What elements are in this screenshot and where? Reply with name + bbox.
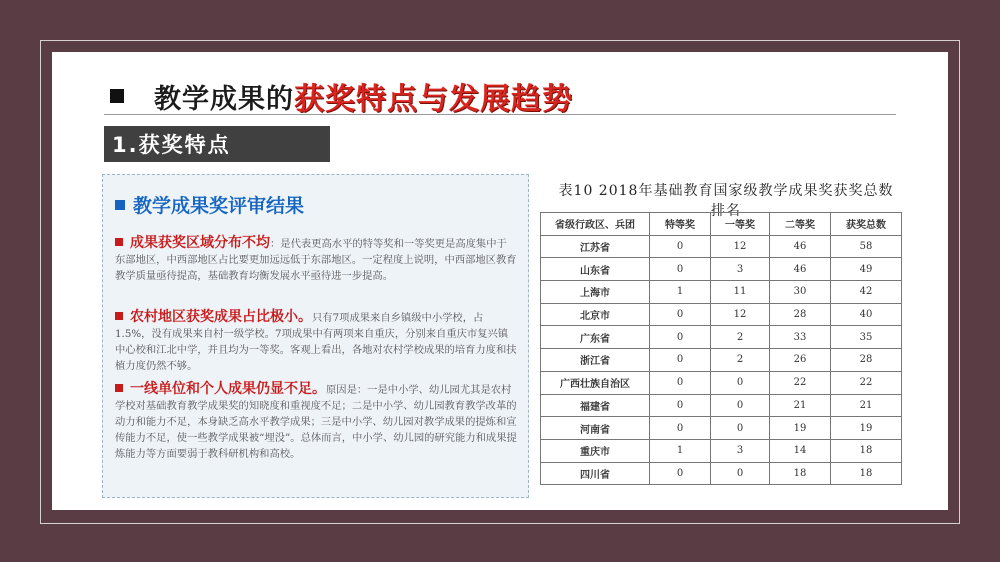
- column-header: 特等奖: [650, 213, 711, 236]
- count-cell: 0: [650, 371, 711, 394]
- bullet-marker: [115, 238, 123, 246]
- review-results-panel: [102, 174, 529, 498]
- count-cell: 0: [650, 349, 711, 372]
- table-row: [541, 371, 902, 394]
- province-cell: 四川省: [541, 462, 650, 485]
- bullet-heading: 农村地区获奖成果占比极小。: [130, 309, 312, 325]
- count-cell: 0: [650, 326, 711, 349]
- award-ranking-table: [540, 212, 902, 485]
- count-cell: 12: [711, 303, 770, 326]
- count-cell: 19: [831, 417, 902, 440]
- panel-title-text: 教学成果奖评审结果: [133, 195, 305, 217]
- count-cell: 12: [711, 235, 770, 258]
- title-bullet-square: [110, 89, 124, 103]
- bullet-marker: [115, 312, 123, 320]
- count-cell: 0: [650, 462, 711, 485]
- province-cell: 上海市: [541, 281, 650, 304]
- province-cell: 山东省: [541, 258, 650, 281]
- count-cell: 21: [770, 394, 831, 417]
- column-header: 二等奖: [770, 213, 831, 236]
- bullet-item: [115, 381, 517, 462]
- table-row: [541, 235, 902, 258]
- count-cell: 22: [831, 371, 902, 394]
- count-cell: 1: [650, 439, 711, 462]
- title-part-b: 获奖特点与发展趋势: [294, 82, 573, 117]
- title-part-a: 教学成果的: [154, 83, 294, 115]
- slide: [52, 52, 948, 510]
- count-cell: 2: [711, 326, 770, 349]
- count-cell: 0: [650, 235, 711, 258]
- count-cell: 1: [650, 281, 711, 304]
- count-cell: 46: [770, 235, 831, 258]
- count-cell: 42: [831, 281, 902, 304]
- count-cell: 19: [770, 417, 831, 440]
- panel-title-square: [115, 200, 125, 210]
- panel-title: [115, 191, 304, 218]
- province-cell: 江苏省: [541, 235, 650, 258]
- column-header: 一等奖: [711, 213, 770, 236]
- count-cell: 0: [711, 417, 770, 440]
- count-cell: 18: [770, 462, 831, 485]
- count-cell: 18: [831, 462, 902, 485]
- column-header: 获奖总数: [831, 213, 902, 236]
- count-cell: 0: [650, 394, 711, 417]
- count-cell: 0: [711, 462, 770, 485]
- table-caption: 表10 2018年基础教育国家级教学成果奖获奖总数排名: [558, 183, 894, 219]
- table-row: [541, 258, 902, 281]
- count-cell: 3: [711, 258, 770, 281]
- table-row: [541, 394, 902, 417]
- count-cell: 40: [831, 303, 902, 326]
- province-cell: 北京市: [541, 303, 650, 326]
- count-cell: 18: [831, 439, 902, 462]
- table-row: [541, 326, 902, 349]
- province-cell: 广西壮族自治区: [541, 371, 650, 394]
- table-row: [541, 462, 902, 485]
- count-cell: 11: [711, 281, 770, 304]
- bullet-heading: 成果获奖区域分布不均: [130, 235, 270, 251]
- count-cell: 2: [711, 349, 770, 372]
- province-cell: 福建省: [541, 394, 650, 417]
- bullet-text: 只有7项成果来自乡镇级中小学校，占1.5%，没有成果来自村一级学校。7项成果中有两项来自重庆，分别来自重庆市复兴镇中心校和江北中学，并且均为一等奖。客观上看出，各地对农村学校成果的培育力度和扶植力度仍然不够。: [115, 312, 517, 372]
- count-cell: 0: [650, 258, 711, 281]
- bullet-item: [115, 235, 517, 284]
- count-cell: 46: [770, 258, 831, 281]
- table-row: [541, 349, 902, 372]
- column-header: 省级行政区、兵团: [541, 213, 650, 236]
- count-cell: 0: [650, 417, 711, 440]
- province-cell: 浙江省: [541, 349, 650, 372]
- count-cell: 35: [831, 326, 902, 349]
- count-cell: 28: [770, 303, 831, 326]
- province-cell: 广东省: [541, 326, 650, 349]
- count-cell: 33: [770, 326, 831, 349]
- count-cell: 0: [650, 303, 711, 326]
- table-row: [541, 417, 902, 440]
- count-cell: 30: [770, 281, 831, 304]
- table-row: [541, 303, 902, 326]
- count-cell: 21: [831, 394, 902, 417]
- bullet-heading: 一线单位和个人成果仍显不足。: [130, 381, 326, 397]
- slide-title: [110, 74, 573, 118]
- count-cell: 28: [831, 349, 902, 372]
- count-cell: 0: [711, 371, 770, 394]
- section-heading: 1.获奖特点: [104, 126, 330, 162]
- count-cell: 22: [770, 371, 831, 394]
- count-cell: 58: [831, 235, 902, 258]
- table-row: [541, 281, 902, 304]
- bullet-item: [115, 309, 517, 374]
- bullet-text: 原因是：一是中小学、幼儿园尤其是农村学校对基础教育教学成果奖的知晓度和重视度不足；二是中小学、幼儿园教育教学改革的动力和能力不足，本身缺乏高水平教学成果；三是中小学、幼儿园对教学成果的提炼和宣传能力不足，使一些教学成果被“埋没”。总体而言，中小学、幼儿园的研究能力和成果提炼能力等方面要弱于教科研机构和高校。: [115, 384, 517, 460]
- bullet-text: ：是代表更高水平的特等奖和一等奖更是高度集中于东部地区，中西部地区占比要更加远远低于东部地区。一定程度上说明，中西部地区教育教学质量亟待提高，基础教育均衡发展水平亟待进一步提高。: [115, 238, 517, 282]
- table-row: [541, 439, 902, 462]
- title-divider: [104, 114, 896, 115]
- count-cell: 14: [770, 439, 831, 462]
- province-cell: 河南省: [541, 417, 650, 440]
- count-cell: 3: [711, 439, 770, 462]
- count-cell: 49: [831, 258, 902, 281]
- count-cell: 26: [770, 349, 831, 372]
- bullet-marker: [115, 384, 123, 392]
- table-body: [541, 235, 902, 485]
- province-cell: 重庆市: [541, 439, 650, 462]
- table-header-row: [541, 213, 902, 236]
- count-cell: 0: [711, 394, 770, 417]
